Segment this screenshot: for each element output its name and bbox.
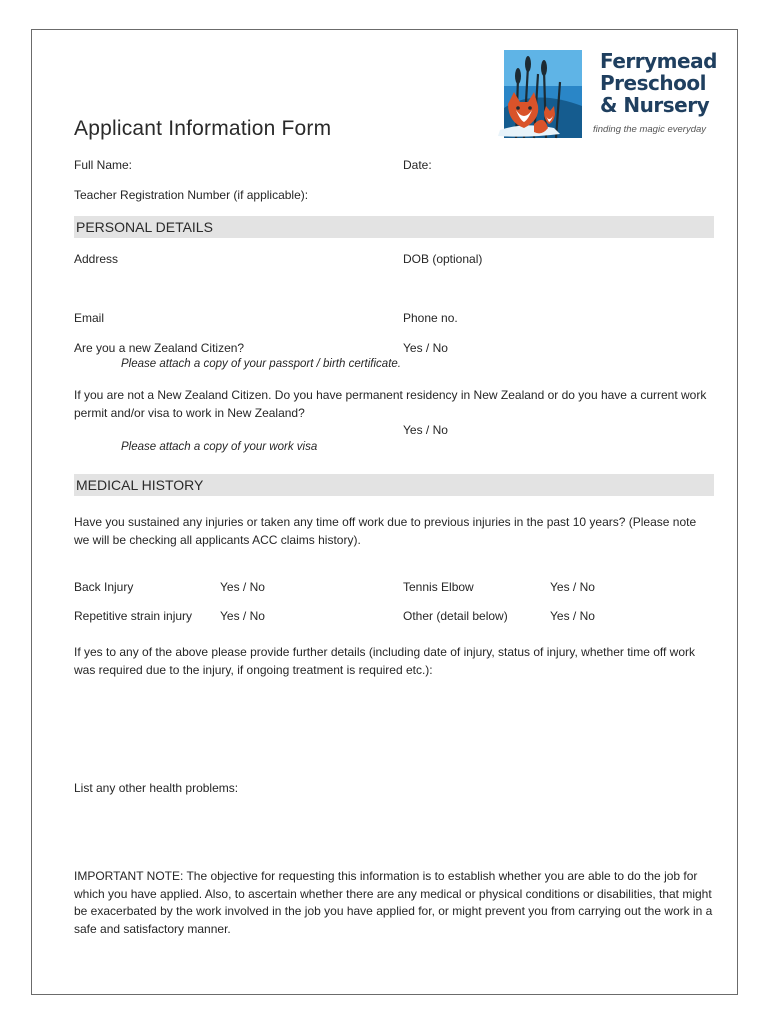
full-name-label: Full Name:	[74, 158, 133, 172]
medical-history-heading-band	[74, 474, 714, 496]
citizen-note: Please attach a copy of your passport / birth certificate.	[121, 358, 401, 370]
email-label: Email	[74, 311, 105, 325]
personal-details-heading: PERSONAL DETAILS	[76, 219, 213, 235]
residency-note: Please attach a copy of your work visa	[121, 441, 318, 453]
other-injury-label: Other (detail below)	[403, 609, 508, 623]
rsi-yes-no: Yes / No	[220, 609, 265, 623]
page-title: Applicant Information Form	[74, 117, 332, 140]
logo-wordmark	[600, 50, 717, 116]
rsi-label: Repetitive strain injury	[74, 609, 193, 623]
address-label: Address	[74, 252, 119, 266]
other-health-problems-label: List any other health problems:	[74, 781, 239, 795]
phone-label: Phone no.	[403, 311, 458, 325]
back-injury-yes-no: Yes / No	[220, 580, 265, 594]
form-page	[31, 29, 738, 995]
tennis-elbow-yes-no: Yes / No	[550, 580, 595, 594]
other-injury-yes-no: Yes / No	[550, 609, 595, 623]
injury-question: Have you sustained any injuries or taken any time off work due to previous injuries in the past 10 years? (Please note we will be checking all applicants ACC claims history).	[74, 515, 697, 547]
personal-details-heading-band	[74, 216, 714, 238]
citizen-question: Are you a new Zealand Citizen?	[74, 341, 245, 355]
tennis-elbow-label: Tennis Elbow	[403, 580, 474, 594]
dob-label: DOB (optional)	[403, 252, 483, 266]
logo-tagline: finding the magic everyday	[593, 124, 707, 135]
injury-details-question: If yes to any of the above please provide further details (including date of injury, status of injury, whether time off work was required due to the injury, if ongoing treatment is required etc.):	[74, 645, 695, 677]
medical-history-heading: MEDICAL HISTORY	[76, 477, 204, 493]
residency-yes-no: Yes / No	[403, 423, 448, 437]
important-note: IMPORTANT NOTE: The objective for requesting this information is to establish whether you are able to do the job for which you have applied. Also, to ascertain whether there are any medical or physical conditions or disabilities, that might be exacerbated by the work involved in the job you have applied for, or might prevent you from carrying out the work in a safe and satisfactory manner.	[74, 869, 713, 936]
citizen-yes-no: Yes / No	[403, 341, 448, 355]
logo-line-3: & Nursery	[600, 93, 710, 117]
residency-question: If you are not a New Zealand Citizen. Do you have permanent residency in New Zealand or do you have a current work permit and/or visa to work in New Zealand?	[74, 388, 707, 420]
logo-line-1: Ferrymead	[600, 49, 717, 73]
date-label: Date:	[403, 158, 432, 172]
logo-line-2: Preschool	[600, 71, 706, 95]
back-injury-label: Back Injury	[74, 580, 134, 594]
logo-fox-image	[494, 48, 586, 140]
teacher-registration-label: Teacher Registration Number (if applicable):	[74, 188, 309, 202]
